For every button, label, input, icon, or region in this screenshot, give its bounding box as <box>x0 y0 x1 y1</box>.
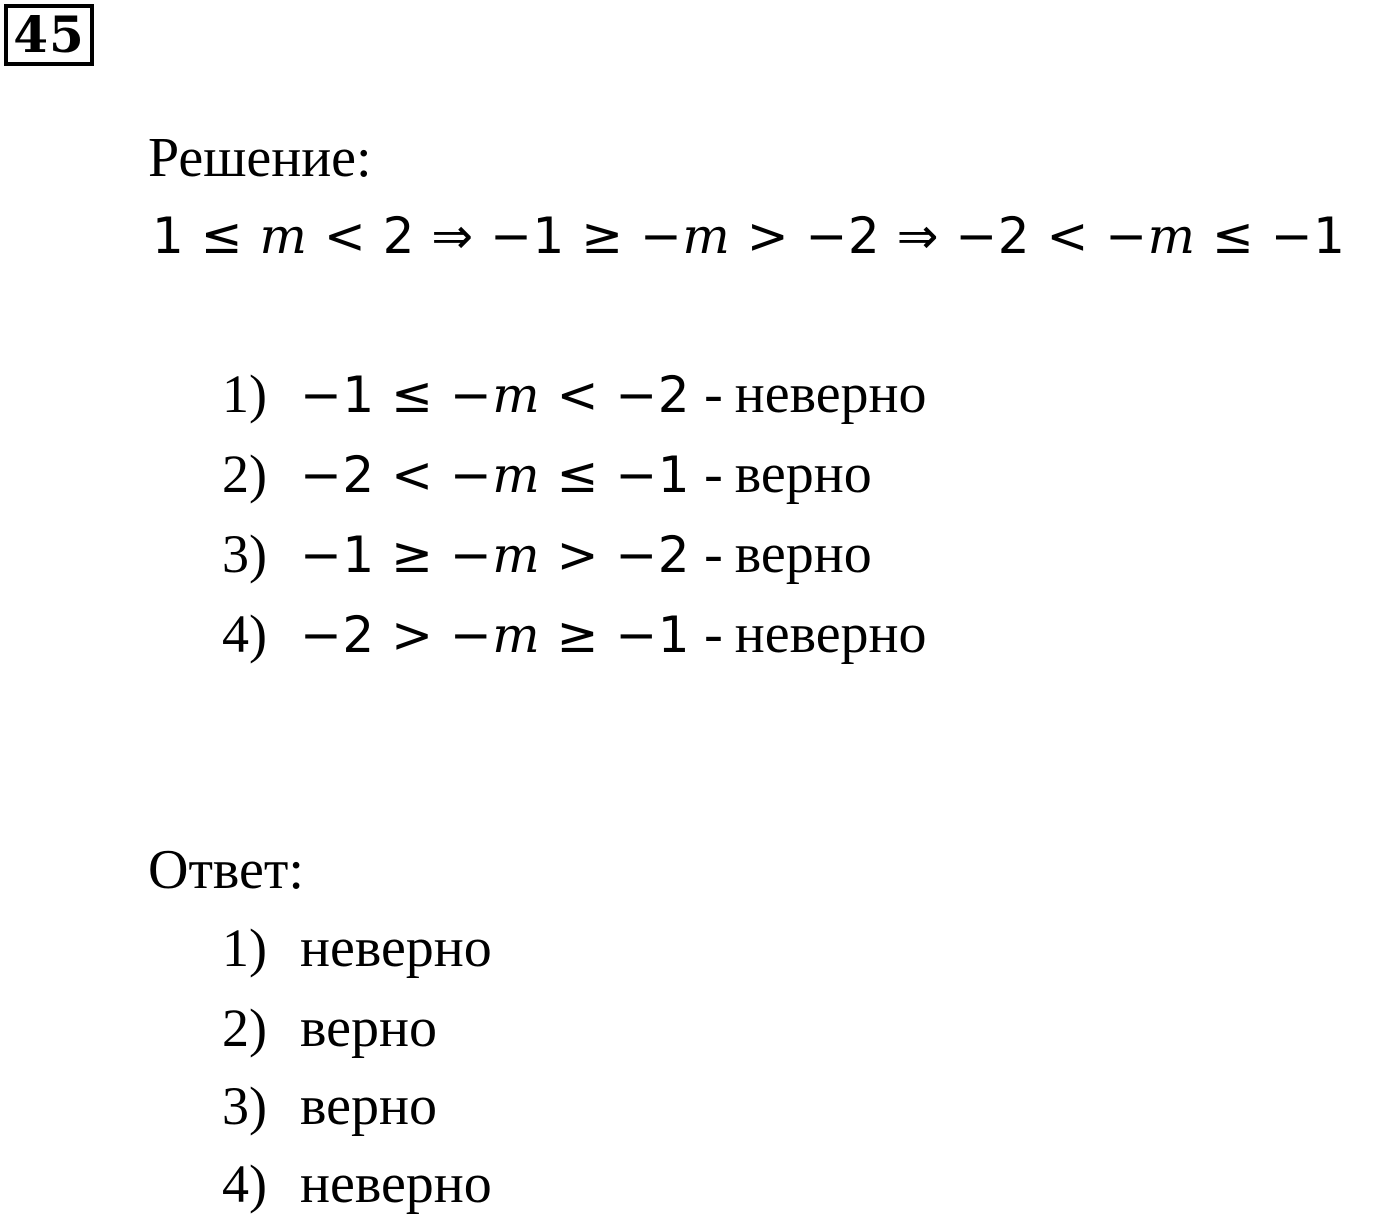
item-number: 4) <box>222 1154 267 1214</box>
item-separator: - <box>704 363 723 425</box>
item-verdict: неверно <box>734 363 927 425</box>
item-verdict: верно <box>734 443 872 505</box>
solution-item-4 <box>222 602 927 672</box>
equation-part-2: < 2 ⇒ −1 ≥ − <box>307 207 683 265</box>
equation-part-4: ≤ −1 <box>1195 207 1346 265</box>
item-verdict: верно <box>734 523 872 585</box>
item-number: 2) <box>222 998 267 1058</box>
answer-verdict: неверно <box>300 917 492 979</box>
answer-verdict: верно <box>300 1075 437 1137</box>
answer-verdict: верно <box>300 997 437 1059</box>
item-inequality: −2 > −m ≥ −1 <box>300 606 691 664</box>
item-separator: - <box>704 523 723 585</box>
item-number: 3) <box>222 1076 267 1136</box>
answer-heading: Ответ: <box>148 839 304 901</box>
equation-part-1: 1 ≤ <box>152 207 260 265</box>
item-separator: - <box>704 603 723 665</box>
solution-item-3 <box>222 522 872 592</box>
problem-number-box: 45 <box>4 4 94 66</box>
item-number: 3) <box>222 524 267 584</box>
answer-item-3 <box>222 1074 437 1144</box>
item-inequality: −1 ≥ −m > −2 <box>300 526 691 584</box>
answer-item-4 <box>222 1152 492 1222</box>
equation-variable-m: m <box>259 207 308 265</box>
main-equation <box>152 204 1345 268</box>
solution-item-1 <box>222 362 927 432</box>
item-number: 1) <box>222 364 267 424</box>
item-verdict: неверно <box>734 603 927 665</box>
item-separator: - <box>704 443 723 505</box>
item-number: 2) <box>222 444 267 504</box>
equation-part-3: > −2 ⇒ −2 < − <box>730 207 1148 265</box>
equation-variable-m: m <box>682 207 731 265</box>
item-number: 4) <box>222 604 267 664</box>
equation-variable-m: m <box>1147 207 1196 265</box>
answer-item-1 <box>222 916 492 986</box>
solution-item-2 <box>222 442 872 512</box>
item-inequality: −2 < −m ≤ −1 <box>300 446 691 504</box>
item-number: 1) <box>222 918 267 978</box>
item-inequality: −1 ≤ −m < −2 <box>300 366 691 424</box>
solution-heading: Решение: <box>148 127 372 189</box>
answer-verdict: неверно <box>300 1153 492 1215</box>
answer-item-2 <box>222 996 437 1066</box>
